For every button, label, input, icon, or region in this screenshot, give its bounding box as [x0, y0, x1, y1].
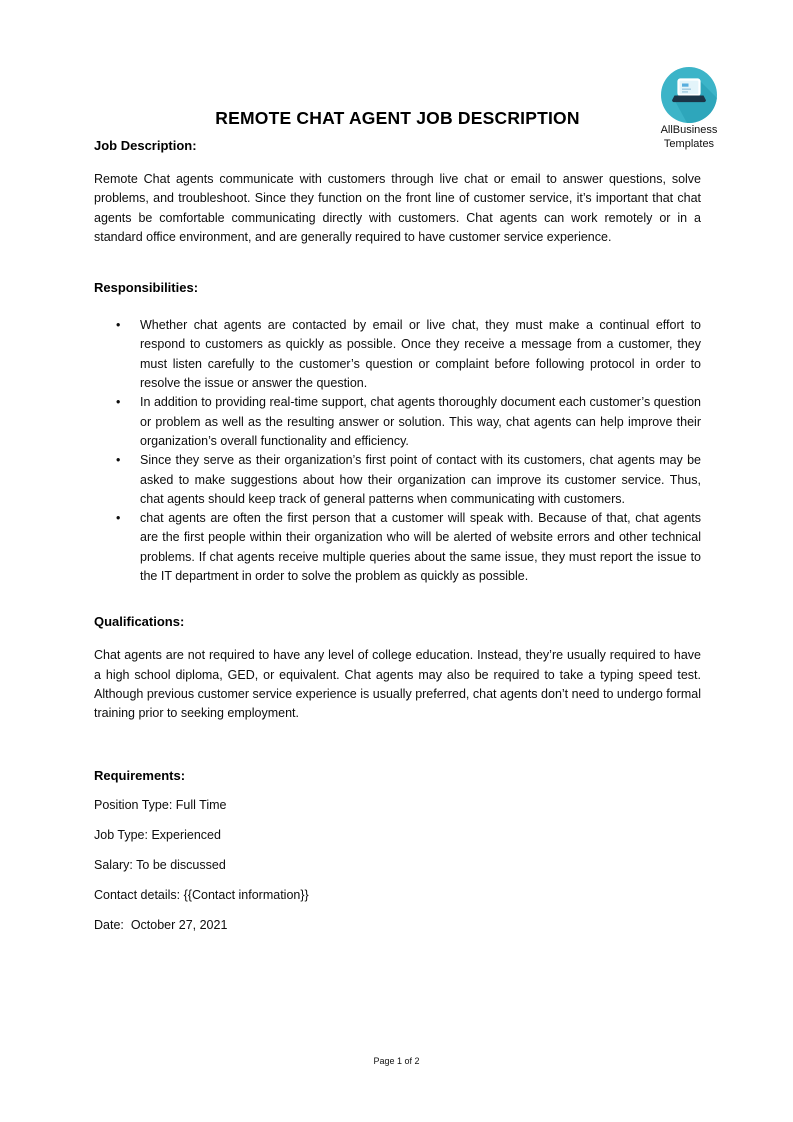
- logo-text-line2: Templates: [663, 138, 715, 150]
- requirements-heading: Requirements:: [94, 767, 186, 783]
- requirement-line: Date: October 27, 2021: [94, 917, 228, 932]
- responsibility-item: [94, 451, 701, 509]
- bullet-icon: •: [116, 318, 121, 333]
- requirements-list: [94, 796, 701, 935]
- job-description-paragraph: Remote Chat agents communicate with customers through live chat or email to answer questions, solve problems, and troubleshoot. Since they function on the front line of customer service, it’s important that chat agents be comfortable communicating directly with customers. Chat agents can work remotely or in a standard office environment, and are generally required to have customer service experience.: [94, 172, 701, 244]
- responsibility-item: [94, 509, 701, 586]
- page-number-footer: Page 1 of 2: [373, 1056, 420, 1066]
- laptop-logo-icon: [661, 67, 717, 123]
- responsibilities-list: [94, 316, 701, 586]
- responsibility-item: [94, 393, 701, 451]
- responsibility-text: Since they serve as their organization’s first point of contact with its customers, chat agents may be asked to make suggestions about how their organization can improve its customer service. Thus, chat agents should keep track of general patterns when communicating with customers.: [140, 453, 701, 506]
- allbusiness-templates-logo: [651, 67, 727, 151]
- qualifications-paragraph: Chat agents are not required to have any level of college education. Instead, they’re usually required to have a high school diploma, GED, or equivalent. Chat agents may also be required to take a typing speed test. Although previous customer service experience is usually preferred, chat agents don’t need to undergo formal training prior to seeking employment.: [94, 648, 701, 721]
- responsibility-item: [94, 316, 701, 393]
- page-title: REMOTE CHAT AGENT JOB DESCRIPTION: [215, 108, 580, 128]
- requirement-line: Salary: To be discussed: [94, 857, 226, 872]
- responsibility-text: chat agents are often the first person that a customer will speak with. Because of that, chat agents are the first people within their organization who will be alerted of website errors and other technical problems. If chat agents receive multiple queries about the same issue, they must report the issue to the IT department in order to solve the problem as quickly as possible.: [140, 511, 701, 584]
- requirement-line: Position Type: Full Time: [94, 797, 227, 812]
- bullet-icon: •: [116, 511, 121, 526]
- responsibilities-heading: Responsibilities:: [94, 280, 199, 296]
- requirement-line: Job Type: Experienced: [94, 827, 221, 842]
- responsibility-text: Whether chat agents are contacted by email or live chat, they must make a continual effort to respond to customers as quickly as possible. Once they receive a message from a customer, they must listen carefully to the customer’s question or complaint before following protocol in order to resolve the issue or answer the question.: [140, 318, 701, 391]
- requirement-line: Contact details: {{Contact information}}: [94, 887, 309, 902]
- job-description-heading: Job Description:: [94, 138, 197, 153]
- bullet-icon: •: [116, 395, 121, 410]
- bullet-icon: •: [116, 453, 121, 468]
- qualifications-heading: Qualifications:: [94, 614, 185, 630]
- responsibility-text: In addition to providing real-time support, chat agents thoroughly document each customer’s question or problem as well as the resulting answer or solution. This way, chat agents can help improve their organization’s overall functionality and efficiency.: [140, 395, 701, 448]
- logo-text-line1: AllBusiness: [660, 124, 718, 136]
